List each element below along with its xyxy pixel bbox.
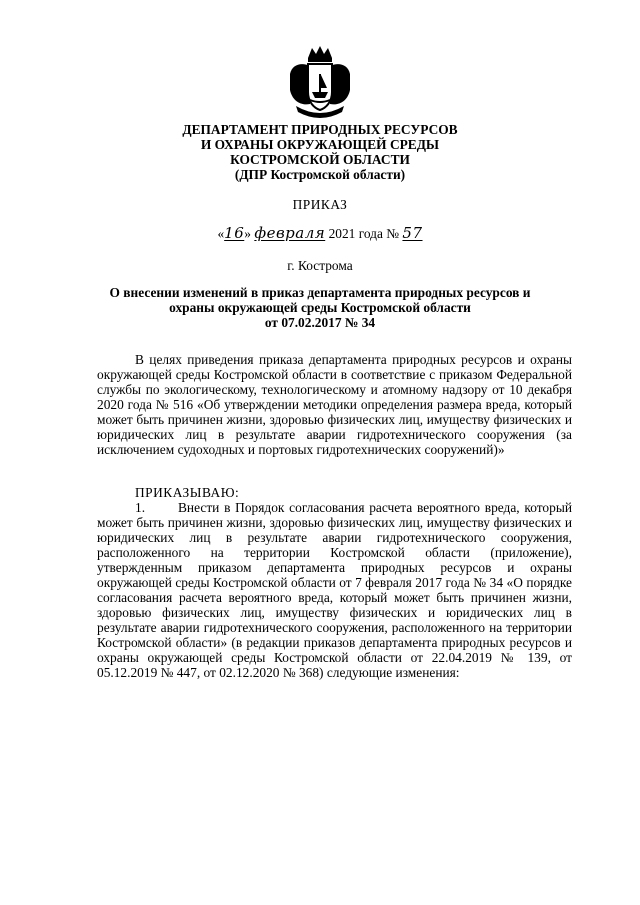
subject-line2: охраны окружающей среды Костромской области [169, 300, 471, 315]
department-abbrev: (ДПР Костромской области) [234, 167, 406, 182]
year-text: 2021 года № [328, 226, 400, 241]
department-name-line3: КОСТРОМСКОЙ ОБЛАСТИ [230, 152, 410, 167]
item-1-text: Внести в Порядок согласования расчета вероятного вреда, который может быть причинен жизни, здоровью физических лиц, имуществу физических и юридических лиц в результате аварии гидротехнического сооружения, расположенного на территории Костромской области (приложение), утвержденным приказом департамента природных ресурсов и охраны окружающей среды Костромской области от 7 февраля 2017 года № 34 «О порядке согласования расчета вероятного вреда, который может быть причинен жизни, здоровью физических лиц, имуществу физических и юридических лиц в результате аварии гидротехнического сооружения, расположенного на территории Костромской области» (в редакции приказов департамента природных ресурсов и охраны окружающей среды Костромской области от 22.04.2019 № 139, от 05.12.2019 № 447, от 02.12.2020 № 368) следующие изменения: [97, 500, 572, 680]
handwritten-number: 57 [402, 224, 423, 242]
subject-line3: от 07.02.2017 № 34 [264, 315, 376, 330]
open-quote: « [217, 226, 225, 241]
document-type: ПРИКАЗ [292, 197, 348, 212]
subject-line1: О внесении изменений в приказ департамента природных ресурсов и [109, 285, 531, 300]
item-1-paragraph [97, 500, 572, 680]
coat-of-arms-emblem [286, 44, 354, 118]
handwritten-day: 16 [224, 224, 245, 242]
order-dateline [0, 224, 640, 242]
department-name-line1: ДЕПАРТАМЕНТ ПРИРОДНЫХ РЕСУРСОВ [182, 122, 458, 137]
order-subject [100, 285, 540, 330]
department-header [0, 122, 640, 182]
city-name: г. Кострома [287, 258, 353, 273]
close-quote: » [244, 226, 251, 241]
preamble-paragraph: В целях приведения приказа департамента природных ресурсов и охраны окружающей среды Костромской области в соответствие с приказом Федеральной службы по экологическому, технологическому и атомному надзору от 10 декабря 2020 года № 516 «Об утверждении методики определения размера вреда, который может быть причинен жизни, здоровью физических лиц, имуществу физических и юридических лиц в результате аварии гидротехнического сооружения (за исключением судоходных и портовых гидротехнических сооружений)» [97, 352, 572, 457]
order-directive: ПРИКАЗЫВАЮ: [135, 485, 240, 500]
handwritten-month: февраля [254, 224, 326, 242]
department-name-line2: И ОХРАНЫ ОКРУЖАЮЩЕЙ СРЕДЫ [200, 137, 440, 152]
item-1-number: 1. [135, 500, 146, 515]
